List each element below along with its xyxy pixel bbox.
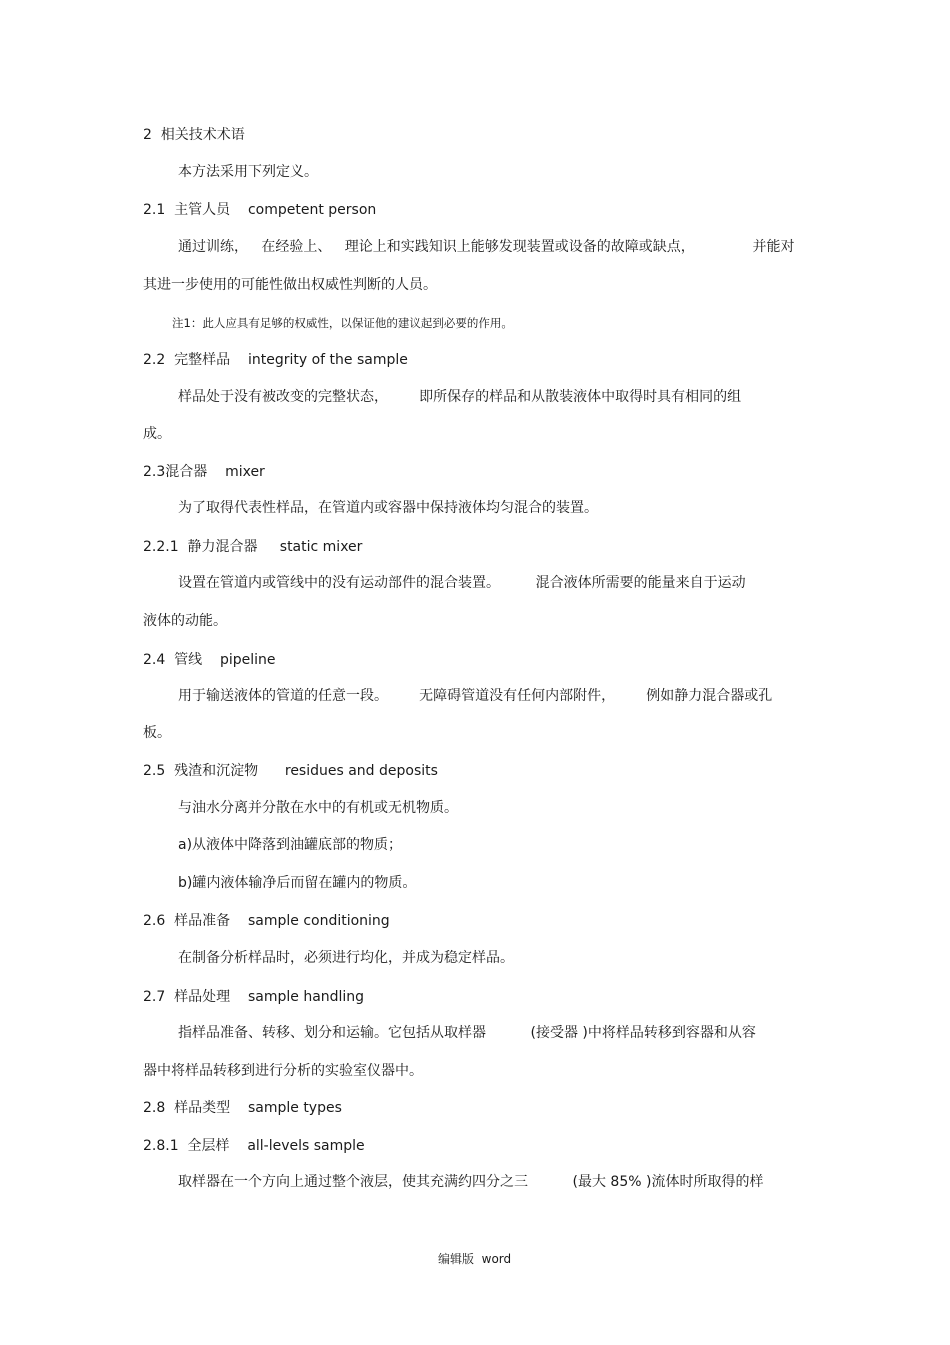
paragraph: 器中将样品转移到进行分析的实验室仪器中。: [143, 1063, 423, 1079]
paragraph: 设置在管道内或管线中的没有运动部件的混合装置。 混合液体所需要的能量来自于运动: [178, 575, 746, 591]
note: 注1：此人应具有足够的权威性，以保证他的建议起到必要的作用。: [172, 316, 513, 330]
paragraph: 通过训练， 在经验上、 理论上和实践知识上能够发现装置或设备的故障或缺点， 并能对: [178, 239, 795, 255]
paragraph: 指样品准备、转移、划分和运输。它包括从取样器 (接受器 )中将样品转移到容器和从容: [178, 1025, 756, 1041]
paragraph: 其进一步使用的可能性做出权威性判断的人员。: [143, 277, 437, 293]
section-heading: 2 相关技术术语: [143, 127, 245, 143]
paragraph: 样品处于没有被改变的完整状态， 即所保存的样品和从散装液体中取得时具有相同的组: [178, 389, 742, 405]
term-heading: 2.2.1 静力混合器 static mixer: [143, 539, 363, 555]
paragraph: 用于输送液体的管道的任意一段。 无障碍管道没有任何内部附件， 例如静力混合器或孔: [178, 688, 773, 704]
paragraph: 本方法采用下列定义。: [178, 164, 318, 180]
paragraph: 液体的动能。: [143, 613, 227, 629]
page-footer: 编辑版 word: [438, 1252, 512, 1266]
term-heading: 2.2 完整样品 integrity of the sample: [143, 352, 408, 368]
list-item: b)罐内液体输净后而留在罐内的物质。: [178, 875, 417, 891]
paragraph: 取样器在一个方向上通过整个液层，使其充满约四分之三 (最大 85% )流体时所取得的样: [178, 1174, 764, 1190]
paragraph: 板。: [143, 725, 171, 741]
paragraph: 为了取得代表性样品，在管道内或容器中保持液体均匀混合的装置。: [178, 500, 598, 516]
term-heading: 2.3混合器 mixer: [143, 464, 265, 480]
term-heading: 2.8 样品类型 sample types: [143, 1100, 342, 1116]
term-heading: 2.7 样品处理 sample handling: [143, 989, 365, 1005]
paragraph: 与油水分离并分散在水中的有机或无机物质。: [178, 800, 458, 816]
term-heading: 2.4 管线 pipeline: [143, 652, 276, 668]
list-item: a)从液体中降落到油罐底部的物质；: [178, 837, 403, 853]
term-heading: 2.8.1 全层样 all-levels sample: [143, 1138, 365, 1154]
paragraph: 在制备分析样品时，必须进行均化，并成为稳定样品。: [178, 950, 514, 966]
term-heading: 2.1 主管人员 competent person: [143, 202, 377, 218]
term-heading: 2.5 残渣和沉淀物 residues and deposits: [143, 763, 438, 779]
paragraph: 成。: [143, 426, 171, 442]
term-heading: 2.6 样品准备 sample conditioning: [143, 913, 390, 929]
